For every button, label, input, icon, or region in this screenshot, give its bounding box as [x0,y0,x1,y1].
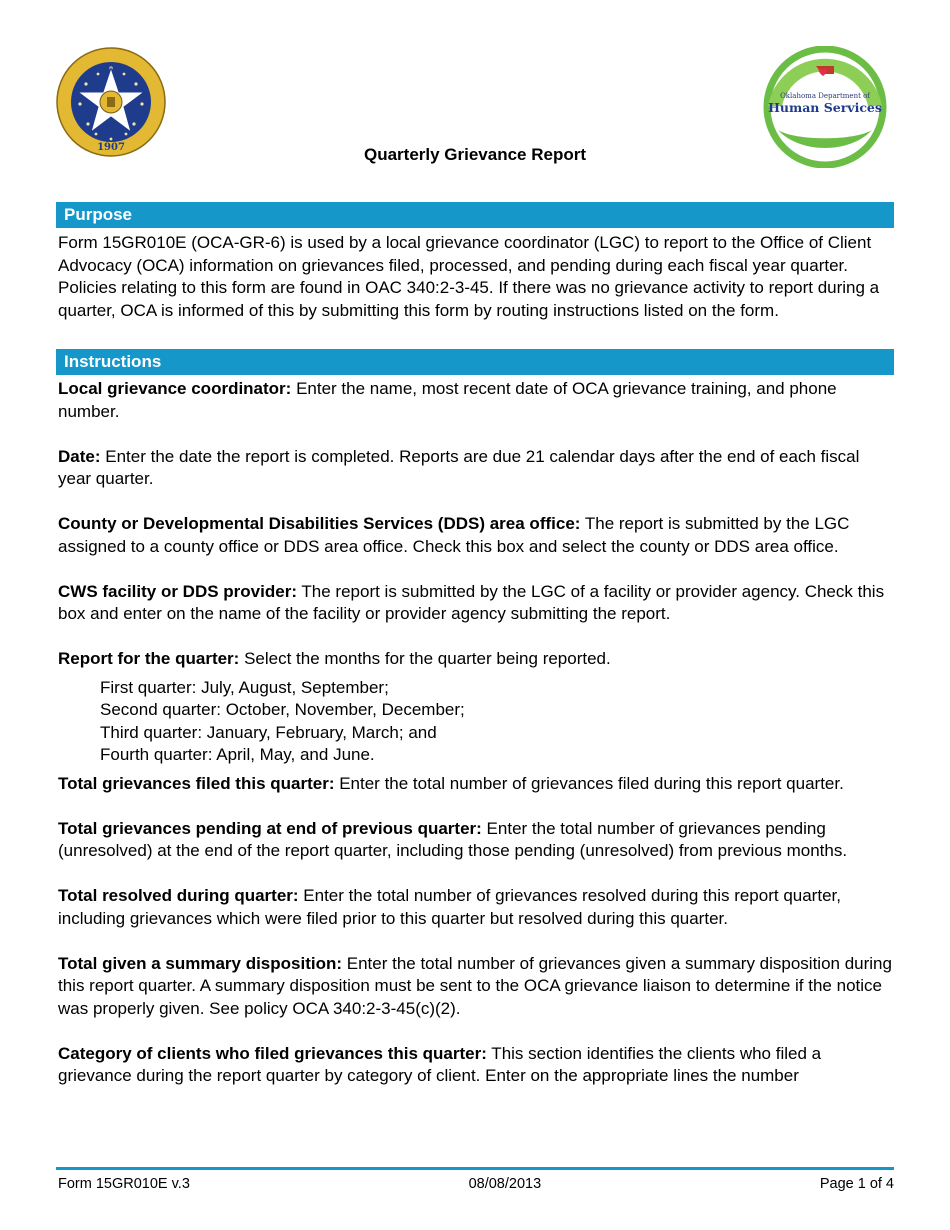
instruction-item: Report for the quarter: Select the months for the quarter being reported. [58,649,611,668]
footer-page-number: Page 1 of 4 [819,1176,894,1192]
dhs-logo [760,46,890,168]
footer-date: 08/08/2013 [468,1176,542,1192]
list-item: Third quarter: January, February, March; and [100,722,437,742]
list-item: First quarter: July, August, September; [100,677,389,697]
instruction-item: CWS facility or DDS provider: The report is submitted by the LGC of a facility or provider agency. Check this box and enter on the name of the facility or provider agency submitting the report. [58,581,885,623]
instruction-item: County or Developmental Disabilities Services (DDS) area office: The report is submitted by the LGC assigned to a county office or DDS area office. Check this box and select the county or DDS area office. [58,514,850,556]
instruction-item: Category of clients who filed grievances this quarter: This section identifies the clients who filed a grievance during the report quarter by category of client. Enter on the appropriate lines the number [58,1043,822,1085]
instruction-item: Total grievances pending at end of previous quarter: Enter the total number of grievances pending (unresolved) at the end of the report quarter, including those pending (unresolved) from previous months. [58,818,848,860]
page-footer [58,1176,894,1192]
instruction-item: Total resolved during quarter: Enter the total number of grievances resolved during this report quarter, including grievances which were filed prior to this quarter but resolved during this quarter. [58,886,841,928]
page-title: Quarterly Grievance Report [363,145,587,164]
instruction-item: Total grievances filed this quarter: Enter the total number of grievances filed during this report quarter. [58,773,844,793]
footer-form-id: Form 15GR010E v.3 [58,1176,190,1192]
instructions-body [58,378,894,1088]
quarter-list [58,677,894,767]
purpose-heading: Purpose [56,202,894,228]
seal-year-text: 1907 [97,142,125,153]
state-seal-logo [56,44,166,164]
instructions-heading: Instructions [56,349,894,375]
list-item: Second quarter: October, November, December; [100,700,465,719]
instruction-item: Date: Enter the date the report is completed. Reports are due 21 calendar days after the end of each fiscal year quarter. [58,446,860,488]
instruction-item: Local grievance coordinator: Enter the name, most recent date of OCA grievance training, and phone number. [58,379,837,421]
purpose-text: Form 15GR010E (OCA-GR-6) is used by a local grievance coordinator (LGC) to report to the Office of Client Advocacy (OCA) information on grievances filed, processed, and pending during each fiscal year quarter. Policies relating to this form are found in OAC 340:2-3-45. If there was no grievance activity to report during a quarter, OCA is informed of this by submitting this form by routing instructions listed on the form. [58,233,880,320]
instruction-item: Total given a summary disposition: Enter the total number of grievances given a summary disposition during this report quarter. A summary disposition must be sent to the OCA grievance liaison to determine if the notice was properly given. See policy OCA 340:2-3-45(c)(2). [58,953,892,1018]
dhs-logo-line2: Human Services [768,100,882,115]
list-item: Fourth quarter: April, May, and June. [100,745,375,764]
dhs-logo-line1: Oklahoma Department of [780,92,870,100]
footer-rule [56,1167,894,1170]
